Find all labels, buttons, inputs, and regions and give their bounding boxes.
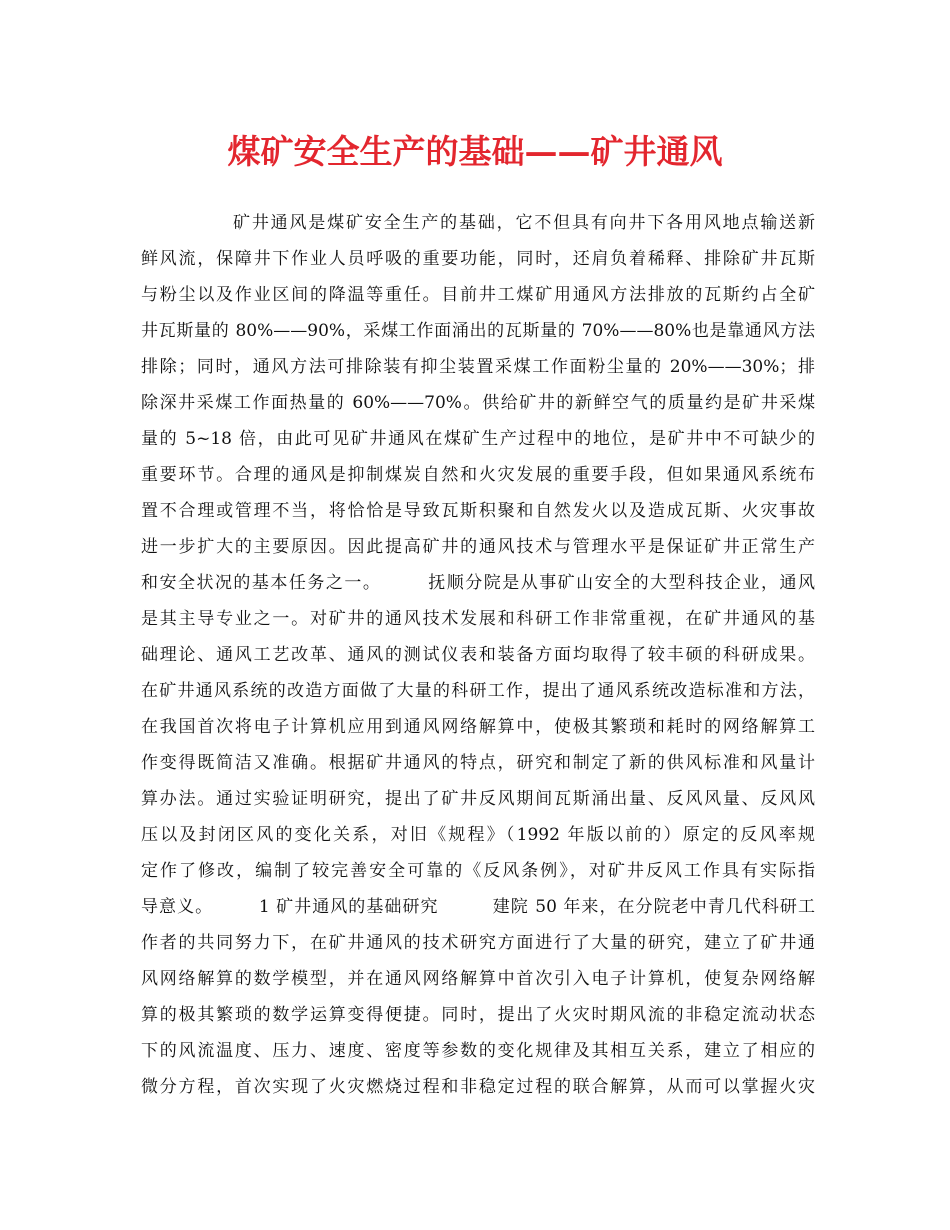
paragraph-line: 算的极其繁琐的数学运算变得便捷。同时，提出了火灾时期风流的非稳定流动状态: [141, 1005, 815, 1025]
paragraph-line: 除深井采煤工作面热量的 60%——70%。供给矿井的新鲜空气的质量约是矿井采煤: [141, 393, 815, 413]
paragraph-line: 排除；同时，通风方法可排除装有抑尘装置采煤工作面粉尘量的 20%——30%；排: [141, 357, 815, 377]
paragraph-line: 在我国首次将电子计算机应用到通风网络解算中，使极其繁琐和耗时的网络解算工: [141, 717, 815, 737]
paragraph-line: 与粉尘以及作业区间的降温等重任。目前井工煤矿用通风方法排放的瓦斯约占全矿: [141, 285, 815, 305]
paragraph-line: 下的风流温度、压力、速度、密度等参数的变化规律及其相互关系，建立了相应的: [141, 1041, 815, 1061]
paragraph-line: 础理论、通风工艺改革、通风的测试仪表和装备方面均取得了较丰硕的科研成果。: [141, 645, 815, 665]
document-body: [141, 205, 815, 1105]
paragraph-line: 鲜风流，保障井下作业人员呼吸的重要功能，同时，还肩负着稀释、排除矿井瓦斯: [141, 249, 815, 269]
paragraph-line: 作者的共同努力下，在矿井通风的技术研究方面进行了大量的研究，建立了矿井通: [141, 933, 815, 953]
paragraph-line: 作变得既简洁又准确。根据矿井通风的特点，研究和制定了新的供风标准和风量计: [141, 753, 815, 773]
paragraph-line: 矿井通风是煤矿安全生产的基础，它不但具有向井下各用风地点输送新: [233, 213, 815, 233]
paragraph-line: 重要环节。合理的通风是抑制煤炭自然和火灾发展的重要手段，但如果通风系统布: [141, 465, 815, 485]
paragraph-line: 导意义。 1 矿井通风的基础研究 建院 50 年来，在分院老中青几代科研工: [141, 897, 815, 917]
paragraph-line: 在矿井通风系统的改造方面做了大量的科研工作，提出了通风系统改造标准和方法，: [141, 681, 815, 701]
paragraph-line: 算办法。通过实验证明研究，提出了矿井反风期间瓦斯涌出量、反风风量、反风风: [141, 789, 815, 809]
paragraph-line: 置不合理或管理不当，将恰恰是导致瓦斯积聚和自然发火以及造成瓦斯、火灾事故: [141, 501, 815, 521]
paragraph-line: 微分方程，首次实现了火灾燃烧过程和非稳定过程的联合解算，从而可以掌握火灾: [141, 1077, 815, 1097]
paragraph-line: 压以及封闭区风的变化关系，对旧《规程》（1992 年版以前的）原定的反风率规: [141, 825, 815, 845]
paragraph-line: 量的 5~18 倍，由此可见矿井通风在煤矿生产过程中的地位，是矿井中不可缺少的: [141, 429, 815, 449]
paragraph-line: 进一步扩大的主要原因。因此提高矿井的通风技术与管理水平是保证矿井正常生产: [141, 537, 815, 557]
paragraph-line: 是其主导专业之一。对矿井的通风技术发展和科研工作非常重视，在矿井通风的基: [141, 609, 815, 629]
paragraph-line: 井瓦斯量的 80%——90%，采煤工作面涌出的瓦斯量的 70%——80%也是靠通风方法: [141, 321, 815, 341]
paragraph-line: 定作了修改，编制了较完善安全可靠的《反风条例》，对矿井反风工作具有实际指: [141, 861, 815, 881]
paragraph-line: 风网络解算的数学模型，并在通风网络解算中首次引入电子计算机，使复杂网络解: [141, 969, 815, 989]
paragraph-line: 和安全状况的基本任务之一。 抚顺分院是从事矿山安全的大型科技企业，通风: [141, 573, 815, 593]
document-title: 煤矿安全生产的基础——矿井通风: [227, 132, 723, 171]
